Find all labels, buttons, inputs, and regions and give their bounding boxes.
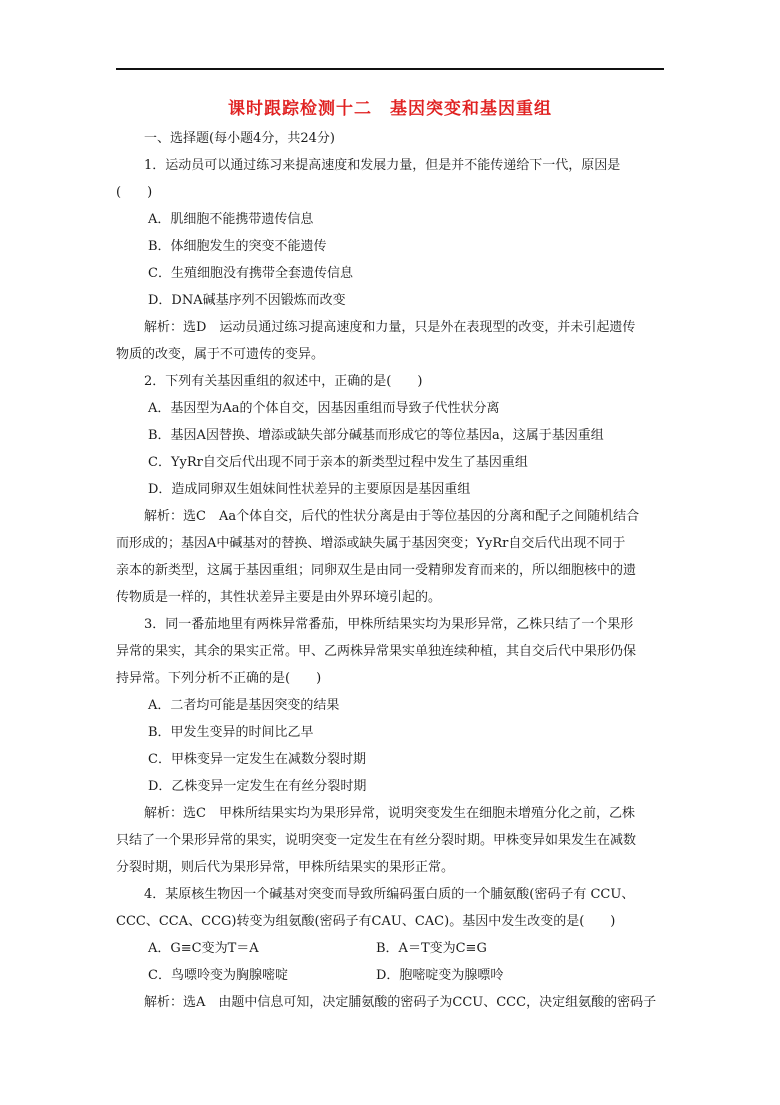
q4-option-a: A．G≡C变为T＝A	[148, 941, 259, 956]
q4-stem-line: 4．某原核生物因一个碱基对突变而导致所编码蛋白质的一个脯氨酸(密码子有 CCU、	[144, 887, 635, 902]
q2-option-a: A．基因型为Aa的个体自交，因基因重组而导致子代性状分离	[148, 401, 500, 416]
q3-option-c: C．甲株变异一定发生在减数分裂时期	[148, 752, 366, 767]
q4-option-c: C．鸟嘌呤变为胸腺嘧啶	[148, 968, 288, 983]
top-rule	[116, 68, 664, 70]
q2-stem: 2．下列有关基因重组的叙述中，正确的是( )	[144, 374, 423, 389]
q1-option-a: A．肌细胞不能携带遗传信息	[148, 212, 314, 227]
q3-analysis-line: 只结了一个果形异常的果实，说明突变一定发生在有丝分裂时期。甲株变异如果发生在减数	[116, 833, 637, 848]
q1-analysis-cont: 物质的改变，属于不可遗传的变异。	[116, 347, 325, 362]
q1-analysis: 解析：选D 运动员通过练习提高速度和力量，只是外在表现型的改变，并未引起遗传	[144, 320, 636, 335]
q1-option-d: D．DNA碱基序列不因锻炼而改变	[148, 293, 346, 308]
q2-analysis-line: 亲本的新类型，这属于基因重组；同卵双生是由同一受精卵发育而来的，所以细胞核中的遗	[116, 563, 637, 578]
q2-option-d: D．造成同卵双生姐妹间性状差异的主要原因是基因重组	[148, 482, 471, 497]
page-title: 课时跟踪检测十二 基因突变和基因重组	[228, 99, 552, 119]
q4-option-d: D．胞嘧啶变为腺嘌呤	[376, 968, 504, 983]
q4-analysis: 解析：选A 由题中信息可知，决定脯氨酸的密码子为CCU、CCC，决定组氨酸的密码子	[144, 995, 657, 1010]
q2-option-c: C．YyRr自交后代出现不同于亲本的新类型过程中发生了基因重组	[148, 455, 528, 470]
q2-analysis-line: 而形成的；基因A中碱基对的替换、增添或缺失属于基因突变；YyRr自交后代出现不同于	[116, 536, 626, 551]
q3-analysis-line: 分裂时期，则后代为果形异常，甲株所结果实的果形正常。	[116, 860, 455, 875]
q3-option-d: D．乙株变异一定发生在有丝分裂时期	[148, 779, 367, 794]
q3-stem-line: 持异常。下列分析不正确的是( )	[116, 671, 322, 686]
q3-stem-line: 异常的果实，其余的果实正常。甲、乙两株异常果实单独连续种植，其自交后代中果形仍保	[116, 644, 637, 659]
q3-option-b: B．甲发生变异的时间比乙早	[148, 725, 314, 740]
q1-option-b: B．体细胞发生的突变不能遗传	[148, 239, 327, 254]
section-heading: 一、选择题(每小题4分，共24分)	[144, 131, 335, 146]
q1-stem: 1．运动员可以通过练习来提高速度和发展力量，但是并不能传递给下一代，原因是	[144, 158, 621, 173]
q1-stem-bracket: ( )	[116, 185, 153, 200]
q3-analysis-line: 解析：选C 甲株所结果实均为果形异常，说明突变发生在细胞未增殖分化之前，乙株	[144, 806, 635, 821]
q2-analysis-line: 解析：选C Aa个体自交，后代的性状分离是由于等位基因的分离和配子之间随机结合	[144, 509, 640, 524]
q3-stem-line: 3．同一番茄地里有两株异常番茄，甲株所结果实均为果形异常，乙株只结了一个果形	[144, 617, 634, 632]
q4-stem-line: CCC、CCA、CCG)转变为组氨酸(密码子有CAU、CAC)。基因中发生改变的是( )	[116, 914, 616, 929]
q3-option-a: A．二者均可能是基因突变的结果	[148, 698, 340, 713]
q1-option-c: C．生殖细胞没有携带全套遗传信息	[148, 266, 353, 281]
q2-analysis-line: 传物质是一样的，其性状差异主要是由外界环境引起的。	[116, 590, 442, 605]
q4-option-b: B．A＝T变为C≡G	[376, 941, 487, 956]
q2-option-b: B．基因A因替换、增添或缺失部分碱基而形成它的等位基因a，这属于基因重组	[148, 428, 604, 443]
